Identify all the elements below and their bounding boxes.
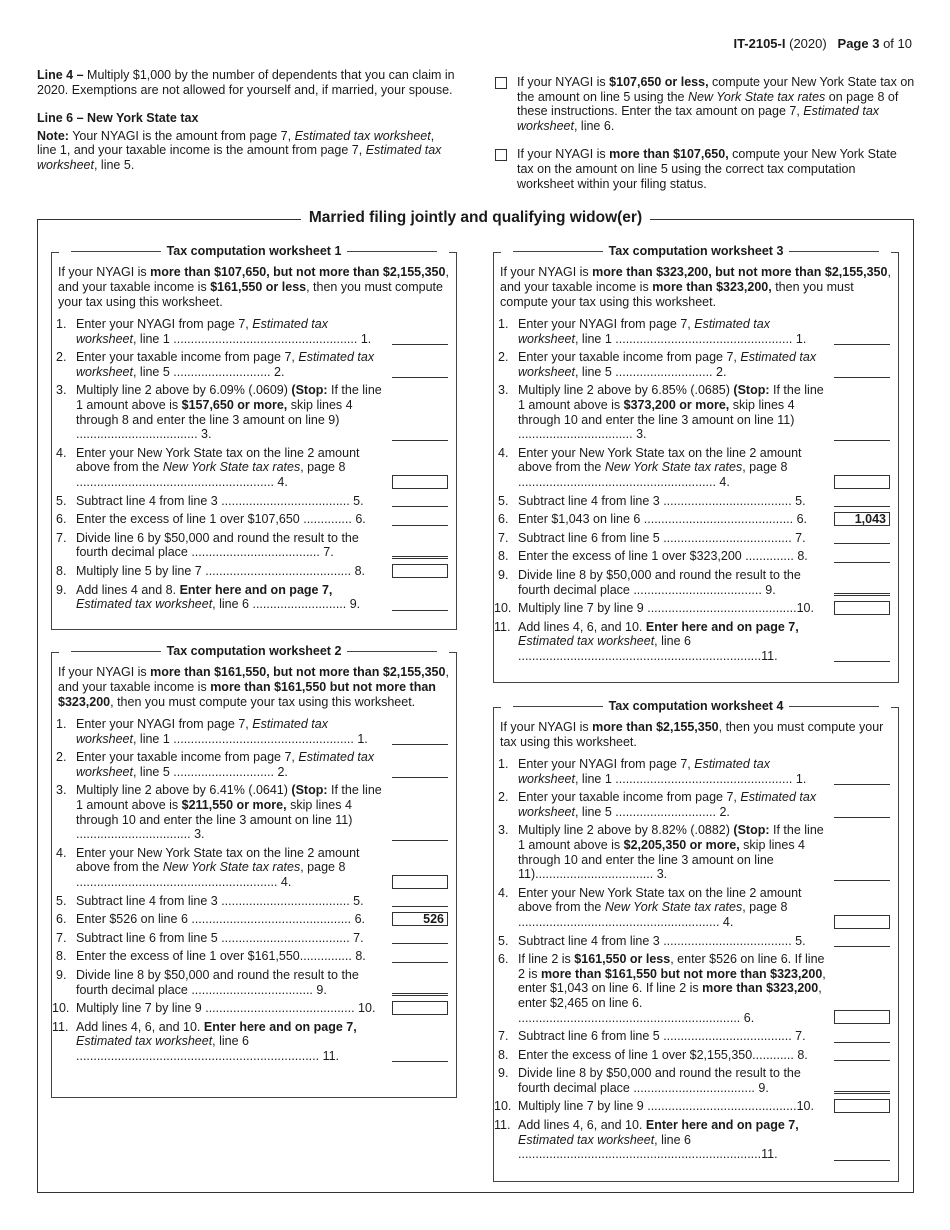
ws2-l1b: Estimated tax worksheet <box>76 717 328 746</box>
note-text-a: Your NYAGI is the amount from page 7, <box>72 128 292 143</box>
ws3-intro-e: then you must compute your tax using this worksheet. <box>500 280 854 309</box>
ws3-line2-input[interactable] <box>834 363 890 378</box>
ws3-l4a: Enter your New York State tax on the line 2 amount above from the <box>518 445 802 475</box>
ws2-num-11: 11. <box>52 1019 69 1034</box>
ws2-l4a: Enter your New York State tax on the line 2 amount above from the <box>76 845 360 875</box>
ws1-line-7 <box>52 531 456 560</box>
ws1-line-3 <box>52 383 456 441</box>
ws1-l4a: Enter your New York State tax on the line 2 amount above from the <box>76 445 360 475</box>
ws1-l9d: , line 6 ........................... 9. <box>212 597 361 612</box>
ws1-intro-b: more than $107,650, but not more than $2,155,350 <box>150 265 446 279</box>
page-header <box>733 36 912 51</box>
ws4-num-3: 3. <box>498 823 509 838</box>
ws2-num-8: 8. <box>56 949 67 964</box>
ws2-l11a: Add lines 4, 6, and 10. <box>76 1019 201 1034</box>
ws3-line5-input[interactable] <box>834 492 890 507</box>
ws2-line-2 <box>52 750 456 779</box>
ws3-l1a: Enter your NYAGI from page 7, <box>518 317 691 331</box>
ws3-line3-input[interactable] <box>834 426 890 441</box>
ws4-line6-input[interactable] <box>834 1010 890 1024</box>
ws4-l11c: Estimated tax worksheet <box>518 1132 655 1147</box>
ws3-l10: Multiply line 7 by line 9 ...........................................10. <box>518 601 814 616</box>
ws4-num-10: 10. <box>494 1099 512 1114</box>
ws4-intro-a: If your NYAGI is <box>500 720 589 734</box>
ws4-line-1 <box>494 757 898 786</box>
ws4-l11a: Add lines 4, 6, and 10. <box>518 1118 643 1133</box>
ws1-l4b: New York State tax rates <box>162 460 301 475</box>
ws3-line6-value: 1,043 <box>834 512 890 526</box>
ws2-num-10: 10. <box>52 1001 70 1016</box>
ws1-l9c: Estimated tax worksheet <box>76 597 213 612</box>
ws1-l8: Multiply line 5 by line 7 .......................................... 8. <box>76 563 365 578</box>
ws2-l5: Subtract line 4 from line 3 ..................................... 5. <box>76 893 364 908</box>
ws3-num-11: 11. <box>494 619 511 634</box>
ws3-line-2 <box>494 350 898 379</box>
section-title <box>38 210 913 226</box>
ws1-l3e: skip lines 4 through 8 and enter the line 3 amount on line 9) ................................... 3. <box>76 397 353 442</box>
ws2-line-8 <box>52 949 456 964</box>
note-text-d: Estimated tax worksheet <box>37 143 442 172</box>
ws2-l1a: Enter your NYAGI from page 7, <box>76 717 249 731</box>
line4-text: Multiply $1,000 by the number of dependents that you can claim in 2020. Exemptions are not allowed for yourself and, if married, your spouse. <box>37 68 455 97</box>
ws1-l9a: Add lines 4 and 8. <box>76 582 177 597</box>
ws1-intro-e: , then you must compute your tax using this worksheet. <box>58 280 443 309</box>
c1-text-e: on page 8 of these instructions. Enter the tax amount on page 7, <box>517 89 899 119</box>
form-number: IT-2105-I <box>733 36 786 51</box>
ws2-line3-input[interactable] <box>392 826 448 841</box>
ws2-line2-input[interactable] <box>392 763 448 778</box>
ws1-num-1: 1. <box>56 317 67 331</box>
ws1-line8-input[interactable] <box>392 564 448 578</box>
note-text-b: Estimated tax worksheet <box>294 128 431 143</box>
ws1-line-8 <box>52 564 456 579</box>
ws3-line-1 <box>494 317 898 346</box>
ws1-l3b: (Stop: <box>291 383 328 398</box>
tax-worksheet-2 <box>51 644 457 1098</box>
ws2-line-4 <box>52 846 456 890</box>
ws2-title <box>52 644 456 659</box>
ws1-line-9 <box>52 583 456 612</box>
ws4-title-text: Tax computation worksheet 4 <box>501 699 892 713</box>
ws2-l4b: New York State tax rates <box>162 860 301 875</box>
ws2-l3d: $211,550 or more, <box>181 797 287 812</box>
ws1-num-9: 9. <box>56 582 67 597</box>
checkbox-107650-or-less[interactable] <box>495 77 507 89</box>
ws1-num-8: 8. <box>56 563 67 578</box>
ws4-l1b: Estimated tax worksheet <box>518 757 770 786</box>
ws4-line-7 <box>494 1029 898 1044</box>
ws4-l3b: (Stop: <box>733 823 770 838</box>
ws4-line2-input[interactable] <box>834 803 890 818</box>
ws4-line4-input[interactable] <box>834 915 890 929</box>
ws3-intro-c: , and your taxable income is <box>500 265 891 294</box>
condition-more-than-107650 <box>495 147 915 191</box>
c1-text-f: Estimated tax worksheet <box>517 104 880 133</box>
ws1-num-2: 2. <box>56 350 67 365</box>
section-title-text: Married filing jointly and qualifying widow(er) <box>301 209 650 226</box>
ws3-intro-d: more than $323,200, <box>652 280 772 294</box>
ws2-l8: Enter the excess of line 1 over $161,550............... 8. <box>76 949 366 964</box>
ws4-l3a: Multiply line 2 above by 8.82% (.0882) <box>518 823 730 838</box>
ws4-line8-input[interactable] <box>834 1046 890 1061</box>
ws3-num-8: 8. <box>498 549 509 564</box>
ws4-line-3 <box>494 823 898 881</box>
ws4-l8: Enter the excess of line 1 over $2,155,350............ 8. <box>518 1047 808 1062</box>
ws3-l9: Divide line 8 by $50,000 and round the result to the fourth decimal place ..................................... 9. <box>518 567 801 597</box>
ws3-l8: Enter the excess of line 1 over $323,200 .............. 8. <box>518 549 808 564</box>
ws2-num-2: 2. <box>56 750 67 765</box>
ws2-l11d: , line 6 ...................................................................... 11. <box>76 1034 340 1063</box>
ws2-line9-input[interactable] <box>392 981 448 996</box>
ws4-l6b: $161,550 or less <box>574 952 671 967</box>
left-intro <box>37 68 455 173</box>
checkbox-more-than-107650[interactable] <box>495 149 507 161</box>
ws1-l3a: Multiply line 2 above by 6.09% (.0609) <box>76 383 288 398</box>
ws2-num-5: 5. <box>56 893 67 908</box>
ws4-num-11: 11. <box>494 1118 511 1133</box>
ws1-line3-input[interactable] <box>392 426 448 441</box>
c1-text-b: $107,650 or less, <box>609 75 709 89</box>
ws3-l7: Subtract line 6 from line 5 ..................................... 7. <box>518 530 806 545</box>
line6-heading <box>37 111 455 126</box>
ws3-line-5 <box>494 494 898 509</box>
ws2-l3a: Multiply line 2 above by 6.41% (.0641) <box>76 783 288 798</box>
ws2-intro-b: more than $161,550, but not more than $2,155,350 <box>150 665 446 679</box>
ws4-l5: Subtract line 4 from line 3 ..................................... 5. <box>518 933 806 948</box>
ws3-line4-input[interactable] <box>834 475 890 489</box>
ws2-num-7: 7. <box>56 930 67 945</box>
ws4-line11-input[interactable] <box>834 1146 890 1161</box>
ws4-line-8 <box>494 1048 898 1063</box>
ws1-l1a: Enter your NYAGI from page 7, <box>76 317 249 331</box>
ws4-line-2 <box>494 790 898 819</box>
ws3-l1c: , line 1 ................................................... 1. <box>574 331 807 346</box>
ws4-l6a: If line 2 is <box>518 952 571 967</box>
ws3-line1-input[interactable] <box>834 330 890 345</box>
ws4-line10-input[interactable] <box>834 1099 890 1113</box>
ws4-l7: Subtract line 6 from line 5 ..................................... 7. <box>518 1029 806 1044</box>
ws4-l3e: skip lines 4 through 10 and enter the line 3 amount on line 11).................................. 3. <box>518 837 806 882</box>
page-number: Page 3 <box>837 36 880 51</box>
ws4-num-4: 4. <box>498 885 509 900</box>
ws3-l6: Enter $1,043 on line 6 ........................................... 6. <box>518 512 808 527</box>
ws3-l3c: If the line 1 amount above is <box>518 383 824 412</box>
tax-worksheet-4 <box>493 699 899 1182</box>
ws1-line1-input[interactable] <box>392 330 448 345</box>
tax-worksheet-1 <box>51 244 457 630</box>
ws2-l3b: (Stop: <box>291 783 328 798</box>
ws1-l7: Divide line 6 by $50,000 and round the result to the fourth decimal place ..................................... 7. <box>76 530 359 560</box>
ws2-line-6 <box>52 912 456 927</box>
ws3-l11d: , line 6 ......................................................................11. <box>518 634 778 663</box>
ws2-title-text: Tax computation worksheet 2 <box>59 644 450 658</box>
ws3-l3a: Multiply line 2 above by 6.85% (.0685) <box>518 383 730 398</box>
ws2-l3e: skip lines 4 through 10 and enter the line 3 amount on line 11) ................................. 3. <box>76 797 353 842</box>
ws4-l2b: Estimated tax worksheet <box>518 790 817 819</box>
ws3-l11a: Add lines 4, 6, and 10. <box>518 619 643 634</box>
c1-text-g: , line 6. <box>573 118 615 133</box>
ws2-num-6: 6. <box>56 912 67 927</box>
ws2-line-5 <box>52 894 456 909</box>
ws2-l11b: Enter here and on page 7, <box>203 1019 357 1034</box>
ws2-line-11 <box>52 1020 456 1064</box>
right-intro <box>495 75 915 191</box>
ws4-num-1: 1. <box>498 757 509 771</box>
ws2-num-9: 9. <box>56 967 67 982</box>
ws1-l4c: , page 8 ......................................................... 4. <box>76 460 346 489</box>
ws2-l7: Subtract line 6 from line 5 ..................................... 7. <box>76 930 364 945</box>
ws2-l2a: Enter your taxable income from page 7, <box>76 750 295 765</box>
ws2-l2c: , line 5 ............................. 2. <box>132 764 288 779</box>
ws4-line9-input[interactable] <box>834 1079 890 1094</box>
ws1-intro <box>58 265 450 310</box>
ws2-l1c: , line 1 .................................................... 1. <box>132 731 368 746</box>
ws1-num-4: 4. <box>56 445 67 460</box>
ws1-l1c: , line 1 ..................................................... 1. <box>132 331 372 346</box>
ws1-l2c: , line 5 ............................ 2. <box>132 364 285 379</box>
ws4-l4c: , page 8 .......................................................... 4. <box>518 900 788 929</box>
ws2-intro-c: , and your taxable income is <box>58 665 449 694</box>
ws4-line3-input[interactable] <box>834 866 890 881</box>
ws1-l3d: $157,650 or more, <box>181 397 288 412</box>
tax-worksheet-3 <box>493 244 899 683</box>
ws1-line-4 <box>52 446 456 490</box>
ws3-line11-input[interactable] <box>834 647 890 662</box>
ws1-intro-d: $161,550 or less <box>210 280 307 294</box>
ws3-intro-b: more than $323,200, but not more than $2,155,350 <box>592 265 888 279</box>
ws4-line-4 <box>494 886 898 930</box>
ws4-l9: Divide line 8 by $50,000 and round the result to the fourth decimal place ................................... 9. <box>518 1066 801 1095</box>
c1-text-a: If your NYAGI is <box>517 75 606 89</box>
line4-label: Line 4 – <box>37 68 84 82</box>
ws1-l2a: Enter your taxable income from page 7, <box>76 350 295 365</box>
ws3-l3b: (Stop: <box>733 383 770 398</box>
ws3-line7-input[interactable] <box>834 529 890 544</box>
ws2-line-9 <box>52 968 456 997</box>
ws4-l4a: Enter your New York State tax on the line 2 amount above from the <box>518 885 802 915</box>
ws3-line-6 <box>494 512 898 527</box>
ws2-intro <box>58 665 450 710</box>
ws4-l2c: , line 5 ............................. 2. <box>574 804 730 819</box>
ws4-l1a: Enter your NYAGI from page 7, <box>518 757 691 771</box>
ws2-line10-input[interactable] <box>392 1001 448 1015</box>
ws1-num-3: 3. <box>56 383 67 398</box>
ws2-line8-input[interactable] <box>392 948 448 963</box>
ws4-l11b: Enter here and on page 7, <box>645 1118 799 1133</box>
ws4-num-6: 6. <box>498 952 509 967</box>
ws4-line-5 <box>494 934 898 949</box>
note-text-e: , line 5. <box>93 157 135 172</box>
ws4-title <box>494 699 898 714</box>
ws3-num-1: 1. <box>498 317 509 331</box>
ws3-num-5: 5. <box>498 493 509 508</box>
ws2-l11c: Estimated tax worksheet <box>76 1034 213 1049</box>
ws1-l3c: If the line 1 amount above is <box>76 383 382 412</box>
ws1-l5: Subtract line 4 from line 3 ..................................... 5. <box>76 493 364 508</box>
ws1-line5-input[interactable] <box>392 492 448 507</box>
ws1-line9-input[interactable] <box>392 596 448 611</box>
ws3-line-10 <box>494 601 898 616</box>
ws3-line-7 <box>494 531 898 546</box>
ws3-l2c: , line 5 ............................ 2. <box>574 364 727 379</box>
ws2-l4c: , page 8 .......................................................... 4. <box>76 860 346 889</box>
ws1-line4-input[interactable] <box>392 475 448 489</box>
c2-text-b: more than $107,650, <box>609 147 729 162</box>
c2-text-a: If your NYAGI is <box>517 147 606 162</box>
ws2-l6: Enter $526 on line 6 .............................................. 6. <box>76 912 366 927</box>
ws3-num-4: 4. <box>498 445 509 460</box>
ws4-l4b: New York State tax rates <box>604 900 743 915</box>
ws1-title <box>52 244 456 259</box>
ws1-line6-input[interactable] <box>392 511 448 526</box>
ws4-num-5: 5. <box>498 933 509 948</box>
married-filing-jointly-section <box>37 209 914 1193</box>
ws3-line-11 <box>494 620 898 664</box>
ws4-l6g: , enter $2,465 on line 6. ................................................................ 6. <box>518 981 822 1025</box>
page-total: of 10 <box>883 36 912 51</box>
ws4-num-2: 2. <box>498 790 509 805</box>
ws4-l2a: Enter your taxable income from page 7, <box>518 790 737 805</box>
ws1-line-5 <box>52 494 456 509</box>
ws3-l2a: Enter your taxable income from page 7, <box>518 350 737 365</box>
ws4-line7-input[interactable] <box>834 1028 890 1043</box>
ws3-l3e: skip lines 4 through 10 and enter the line 3 amount on line 11) ................................. 3. <box>518 397 795 442</box>
ws2-line-1 <box>52 717 456 746</box>
ws1-l2b: Estimated tax worksheet <box>76 350 375 379</box>
ws4-line1-input[interactable] <box>834 770 890 785</box>
ws3-line9-input[interactable] <box>834 581 890 596</box>
ws2-intro-e: , then you must compute your tax using this worksheet. <box>110 695 416 709</box>
ws4-num-8: 8. <box>498 1047 509 1062</box>
ws3-l3d: $373,200 or more, <box>623 397 730 412</box>
ws1-line-1 <box>52 317 456 346</box>
ws3-num-2: 2. <box>498 350 509 365</box>
form-year: (2020) <box>789 36 827 51</box>
ws1-num-7: 7. <box>56 530 67 545</box>
ws1-line-6 <box>52 512 456 527</box>
ws3-l1b: Estimated tax worksheet <box>518 317 770 346</box>
ws1-l6: Enter the excess of line 1 over $107,650 .............. 6. <box>76 512 366 527</box>
c1-text-c: compute your New York State tax on the amount on line 5 using the <box>517 75 915 104</box>
ws3-num-10: 10. <box>494 601 512 616</box>
ws4-l6f: more than $323,200 <box>702 981 819 996</box>
ws1-num-5: 5. <box>56 493 67 508</box>
ws4-intro <box>500 720 892 750</box>
ws2-line11-input[interactable] <box>392 1047 448 1062</box>
condition-107650-or-less <box>495 75 915 133</box>
ws2-l3c: If the line 1 amount above is <box>76 783 382 812</box>
ws3-line-3 <box>494 383 898 441</box>
ws4-l6d: more than $161,550 but not more than $323,200 <box>540 966 823 981</box>
ws2-line-7 <box>52 931 456 946</box>
ws2-num-1: 1. <box>56 717 67 731</box>
ws3-line10-input[interactable] <box>834 601 890 615</box>
ws4-line-9 <box>494 1066 898 1095</box>
ws4-l6e: , enter $1,043 on line 6. If line 2 is <box>518 966 826 996</box>
ws1-num-6: 6. <box>56 512 67 527</box>
ws2-intro-a: If your NYAGI is <box>58 665 147 679</box>
ws4-l1c: , line 1 ................................................... 1. <box>574 771 807 786</box>
ws4-intro-c: , then you must compute your tax using this worksheet. <box>500 720 884 749</box>
note-text-c: , line 1, and your taxable income is the amount from page 7, <box>37 128 435 158</box>
ws3-l4b: New York State tax rates <box>604 460 743 475</box>
ws3-title-text: Tax computation worksheet 3 <box>501 244 892 258</box>
line6-heading-text: Line 6 – New York State tax <box>37 111 199 126</box>
ws3-line-4 <box>494 446 898 490</box>
ws3-intro-a: If your NYAGI is <box>500 265 589 279</box>
ws3-num-6: 6. <box>498 512 509 527</box>
ws3-num-7: 7. <box>498 530 509 545</box>
ws1-line2-input[interactable] <box>392 363 448 378</box>
note-label: Note: <box>37 128 69 143</box>
ws3-line-9 <box>494 568 898 597</box>
ws3-intro <box>500 265 892 310</box>
ws3-line-8 <box>494 549 898 564</box>
ws4-intro-b: more than $2,155,350 <box>592 720 719 734</box>
ws1-title-text: Tax computation worksheet 1 <box>59 244 450 258</box>
ws3-num-9: 9. <box>498 567 509 582</box>
ws4-line5-input[interactable] <box>834 932 890 947</box>
line6-note <box>37 129 455 173</box>
ws3-l4c: , page 8 ......................................................... 4. <box>518 460 788 489</box>
ws4-num-9: 9. <box>498 1066 509 1081</box>
ws2-line4-input[interactable] <box>392 875 448 889</box>
ws2-intro-d: more than $161,550 but not more than $323,200 <box>58 680 436 709</box>
ws2-l2b: Estimated tax worksheet <box>76 750 375 779</box>
ws2-line-3 <box>52 783 456 841</box>
ws3-l5: Subtract line 4 from line 3 ..................................... 5. <box>518 493 806 508</box>
ws2-num-4: 4. <box>56 845 67 860</box>
ws2-line-10 <box>52 1001 456 1016</box>
ws2-l9: Divide line 8 by $50,000 and round the result to the fourth decimal place ................................... 9. <box>76 967 359 997</box>
ws1-l9b: Enter here and on page 7, <box>179 582 333 597</box>
ws3-title <box>494 244 898 259</box>
ws1-line-2 <box>52 350 456 379</box>
c2-text-c: compute your New York State tax on the amount on line 5 using the correct tax computation worksheet within your filing status. <box>517 147 897 191</box>
ws2-l10: Multiply line 7 by line 9 ........................................... 10. <box>76 1001 376 1016</box>
ws4-line-11 <box>494 1118 898 1162</box>
ws3-num-3: 3. <box>498 383 509 398</box>
ws2-line5-input[interactable] <box>392 892 448 907</box>
ws4-l10: Multiply line 7 by line 9 ...........................................10. <box>518 1099 814 1114</box>
ws4-l3d: $2,205,350 or more, <box>623 837 740 852</box>
ws1-intro-a: If your NYAGI is <box>58 265 147 279</box>
ws4-line-10 <box>494 1099 898 1114</box>
ws4-l6c: , enter $526 on line 6. If line 2 is <box>518 952 825 981</box>
ws2-line7-input[interactable] <box>392 929 448 944</box>
line4-paragraph <box>37 68 455 97</box>
ws2-line6-value: 526 <box>392 912 448 926</box>
ws4-l11d: , line 6 ......................................................................11. <box>518 1132 778 1162</box>
ws3-line8-input[interactable] <box>834 548 890 563</box>
ws1-line7-input[interactable] <box>392 544 448 559</box>
ws1-intro-c: , and your taxable income is <box>58 265 449 294</box>
ws3-l11b: Enter here and on page 7, <box>645 619 799 634</box>
ws2-line1-input[interactable] <box>392 730 448 745</box>
ws3-l2b: Estimated tax worksheet <box>518 350 817 379</box>
ws4-line-6 <box>494 952 898 1025</box>
ws4-l3c: If the line 1 amount above is <box>518 823 824 852</box>
ws2-num-3: 3. <box>56 783 67 798</box>
ws4-num-7: 7. <box>498 1029 509 1044</box>
c1-text-d: New York State tax rates <box>687 89 826 104</box>
ws3-l11c: Estimated tax worksheet <box>518 634 655 649</box>
ws1-l1b: Estimated tax worksheet <box>76 317 328 346</box>
